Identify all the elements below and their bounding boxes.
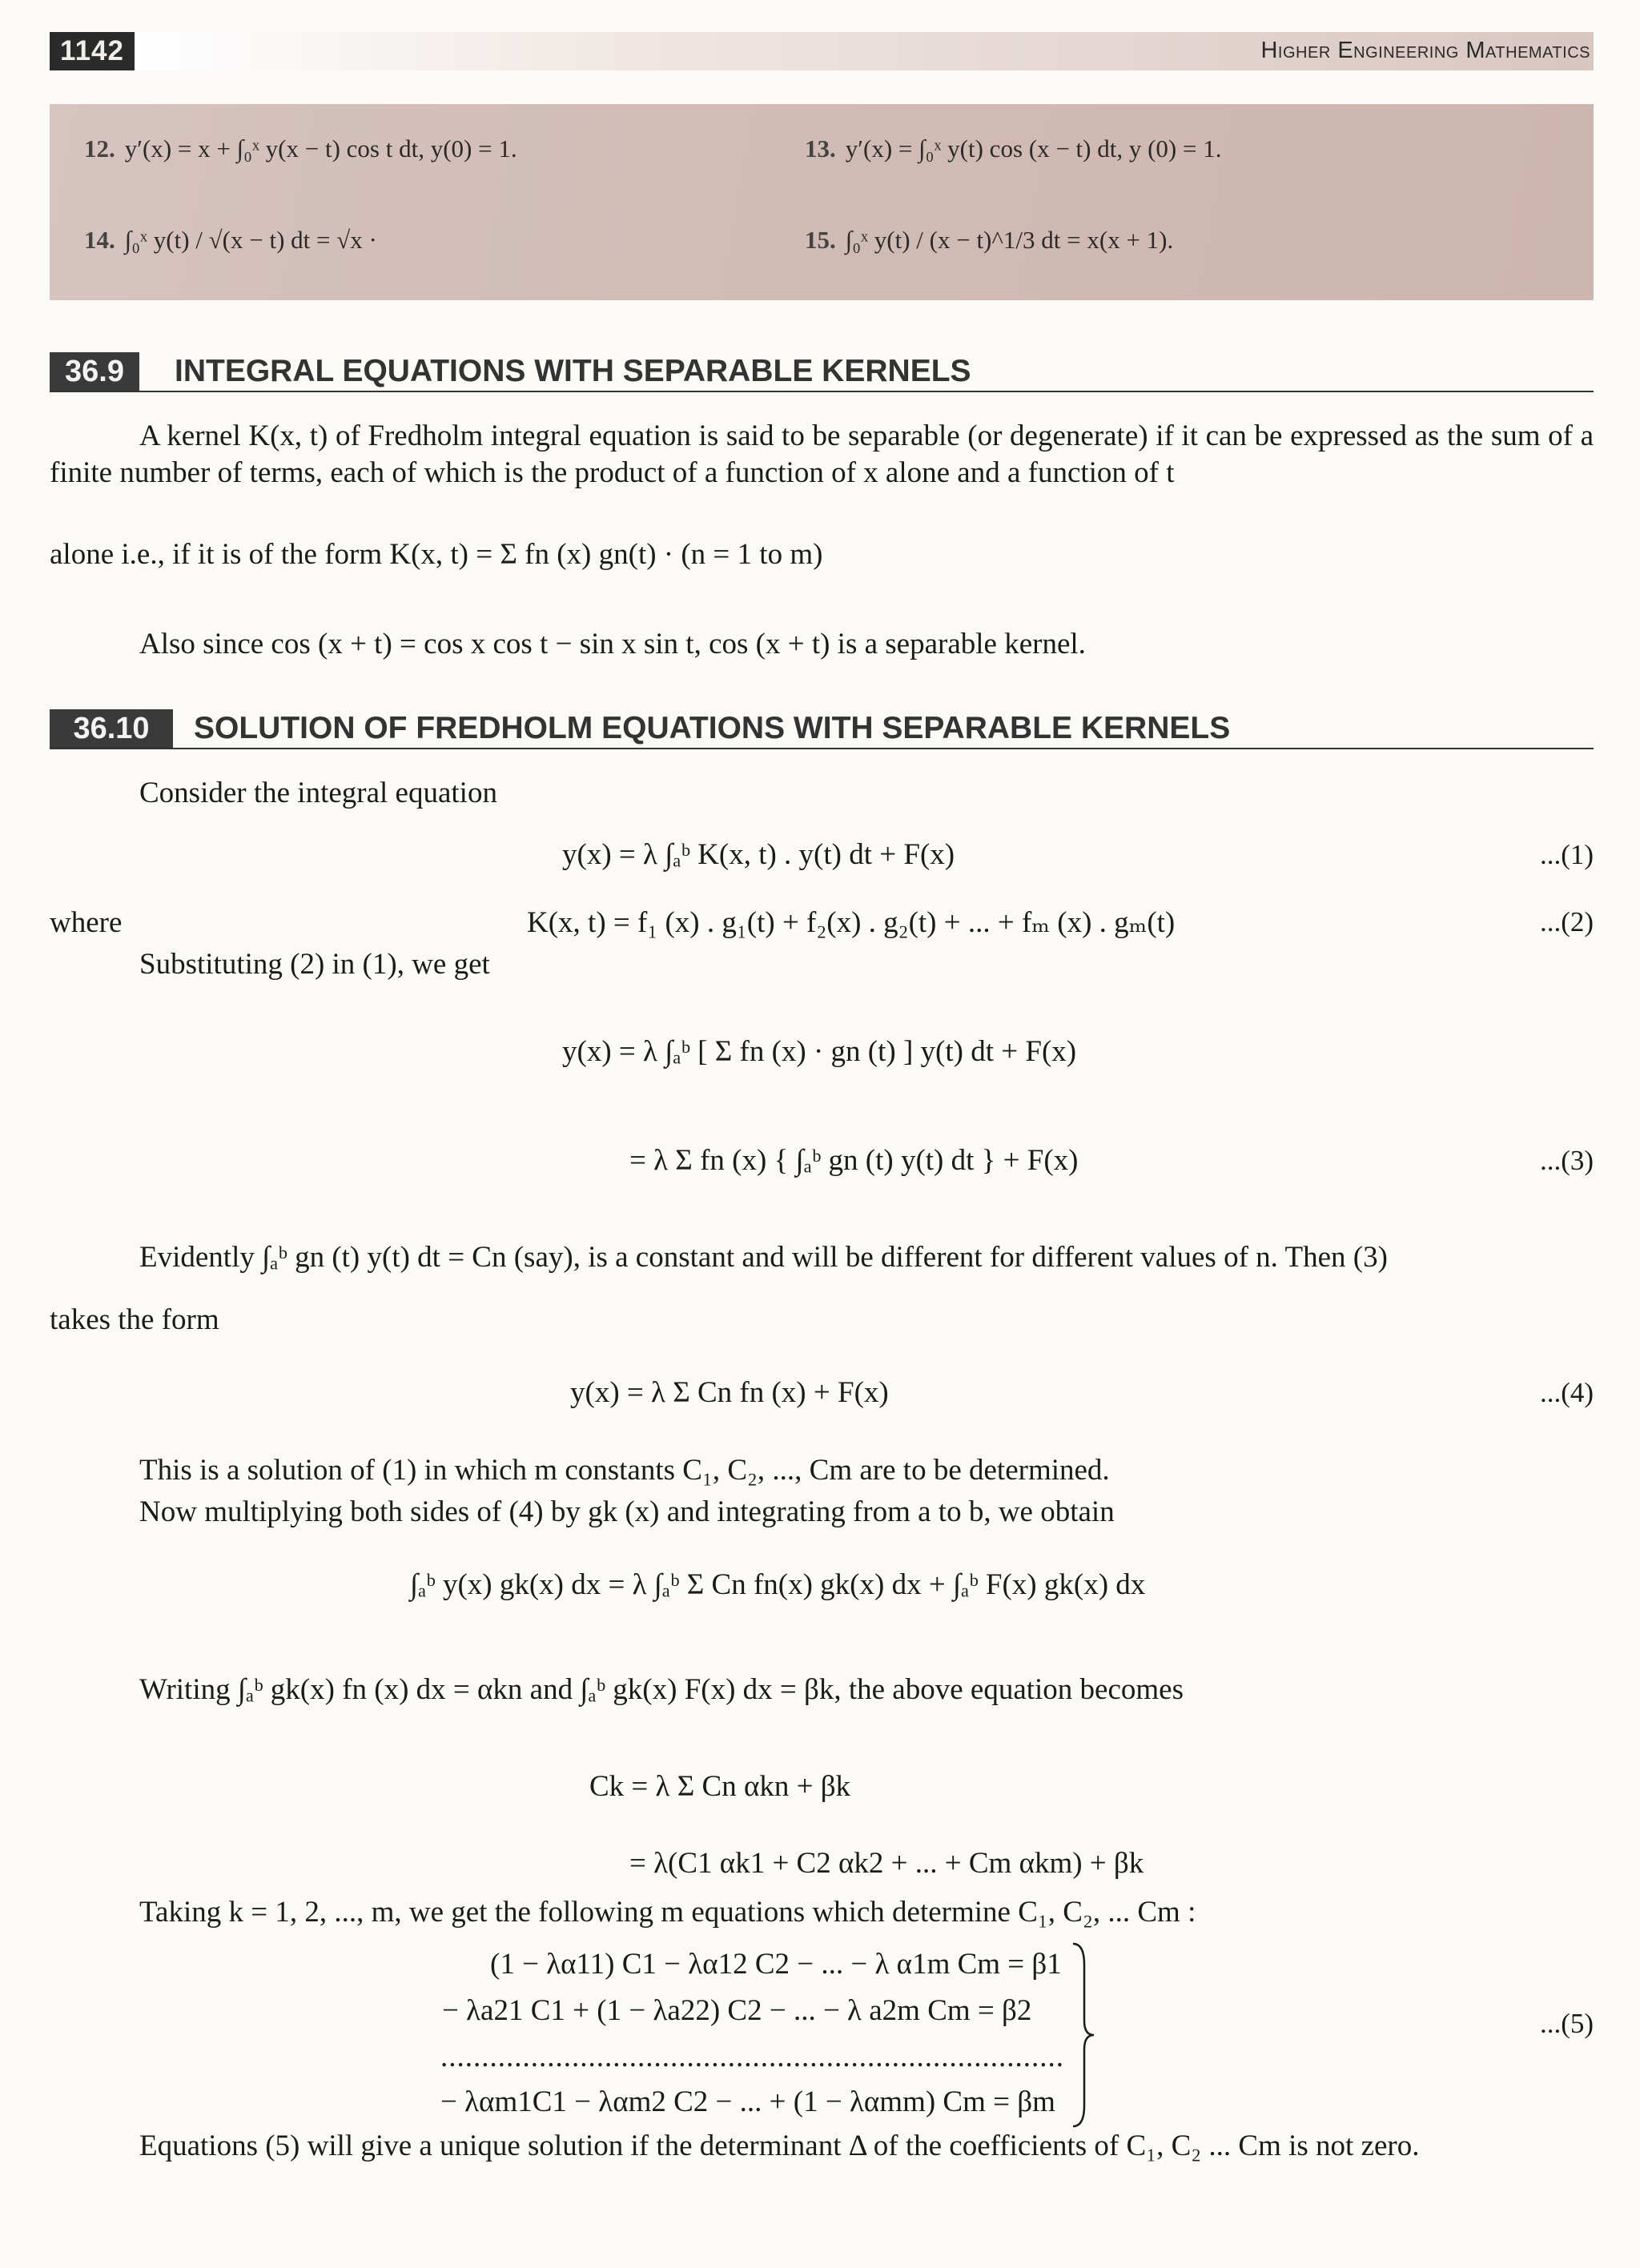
section-rule: [50, 748, 1594, 749]
exercise-number: 13.: [805, 134, 836, 163]
exercise-number: 12.: [84, 134, 115, 163]
text-substituting: Substituting (2) in (1), we get: [139, 948, 490, 981]
text-now-multiplying: Now multiplying both sides of (4) by gk (x) and integrating from a to b, we obtain: [139, 1495, 1115, 1528]
equation-4: y(x) = λ Σ Cn fn (x) + F(x): [570, 1376, 889, 1409]
exercise-text: ∫₀ˣ y(t) / √(x − t) dt = √x ·: [124, 226, 377, 254]
text-writing: Writing ∫ₐᵇ gk(x) fn (x) dx = αkn and ∫ₐᵇ gk(x) F(x) dx = βk, the above equation becomes: [139, 1673, 1184, 1706]
system-row-2: − λa21 C1 + (1 − λa22) C2 − ... − λ a2m Cm = β2: [442, 1994, 1032, 2027]
exercise-box: [50, 104, 1594, 300]
paragraph-kernel-form: alone i.e., if it is of the form K(x, t) = Σ fn (x) gn(t) · (n = 1 to m): [50, 538, 823, 571]
exercise-number: 15.: [805, 226, 836, 254]
equation-tag-1: ...(1): [1539, 839, 1594, 870]
system-row-1: (1 − λα11) C1 − λα12 C2 − ... − λ α1m Cm = β1: [490, 1948, 1062, 1981]
section-number: 36.10: [50, 709, 173, 748]
right-brace: [1070, 1941, 1097, 2130]
exercise-text: ∫₀ˣ y(t) / (x − t)^1/3 dt = x(x + 1).: [845, 226, 1174, 254]
equation-multiplied: ∫ₐᵇ y(x) gk(x) dx = λ ∫ₐᵇ Σ Cn fn(x) gk(x) dx + ∫ₐᵇ F(x) gk(x) dx: [410, 1568, 1146, 1601]
paragraph-cos-example: Also since cos (x + t) = cos x cos t − sin x sin t, cos (x + t) is a separable kernel.: [139, 628, 1086, 660]
exercise-text: y′(x) = ∫₀ˣ y(t) cos (x − t) dt, y (0) = 1.: [845, 134, 1222, 163]
paragraph-separable-definition: A kernel K(x, t) of Fredholm integral equation is said to be separable (or degenerate) if it can be expressed as the sum of a finite number of terms, each of which is the product of a function of x alone and a function of t: [50, 419, 1594, 489]
text-consider: Consider the integral equation: [139, 777, 497, 809]
text-taking: Taking k = 1, 2, ..., m, we get the following m equations which determine C₁, C₂, ... Cm :: [139, 1896, 1196, 1929]
text-evidently: Evidently ∫ₐᵇ gn (t) y(t) dt = Cn (say), is a constant and will be different for different values of n. Then (3): [139, 1241, 1388, 1274]
page-number: 1142: [50, 32, 135, 70]
exercise-number: 14.: [84, 226, 115, 254]
text-where: where: [50, 906, 123, 939]
section-rule: [50, 391, 1594, 392]
system-dots: ............................................................................: [440, 2041, 1064, 2073]
section-title: SOLUTION OF FREDHOLM EQUATIONS WITH SEPARABLE KERNELS: [194, 711, 1231, 745]
text-solution: This is a solution of (1) in which m constants C₁, C₂, ..., Cm are to be determined.: [139, 1454, 1110, 1487]
equation-tag-3: ...(3): [1539, 1145, 1594, 1176]
equation-ck-2: = λ(C1 αk1 + C2 αk2 + ... + Cm αkm) + βk: [629, 1847, 1144, 1880]
book-title: Higher Engineering Mathematics: [1260, 38, 1590, 63]
section-title: INTEGRAL EQUATIONS WITH SEPARABLE KERNELS: [175, 354, 971, 388]
equation-ck-1: Ck = λ Σ Cn αkn + βk: [589, 1770, 851, 1803]
equation-tag-2: ...(2): [1539, 906, 1594, 937]
system-row-3: − λαm1C1 − λαm2 C2 − ... + (1 − λαmm) Cm = βm: [440, 2085, 1055, 2118]
equation-tag-4: ...(4): [1539, 1377, 1594, 1408]
equation-tag-5: ...(5): [1539, 2008, 1594, 2039]
exercise-14: [84, 226, 377, 255]
equation-2: K(x, t) = f₁ (x) . g₁(t) + f₂(x) . g₂(t) + ... + fₘ (x) . gₘ(t): [527, 906, 1176, 939]
text-takes-form: takes the form: [50, 1303, 219, 1336]
equation-3b: = λ Σ fn (x) { ∫ₐᵇ gn (t) y(t) dt } + F(x): [629, 1144, 1079, 1177]
exercise-15: [805, 226, 1173, 255]
equation-1: y(x) = λ ∫ₐᵇ K(x, t) . y(t) dt + F(x): [562, 838, 955, 871]
exercise-12: [84, 134, 517, 163]
exercise-13: [805, 134, 1222, 163]
exercise-text: y′(x) = x + ∫₀ˣ y(x − t) cos t dt, y(0) = 1.: [124, 134, 517, 163]
section-number: 36.9: [50, 352, 139, 391]
equation-3a: y(x) = λ ∫ₐᵇ [ Σ fn (x) · gn (t) ] y(t) dt + F(x): [562, 1035, 1077, 1068]
text-final: Equations (5) will give a unique solution if the determinant Δ of the coefficients of C₁, C₂ ... Cm is not zero.: [139, 2130, 1420, 2162]
